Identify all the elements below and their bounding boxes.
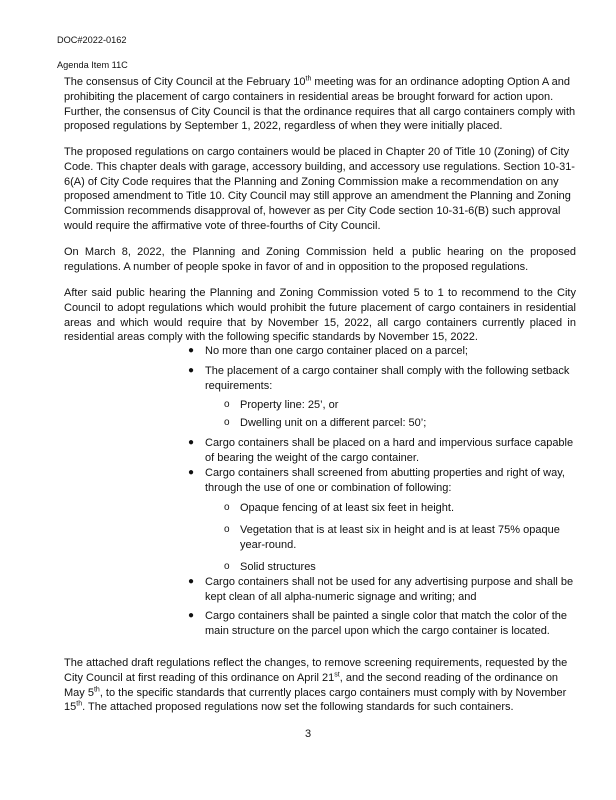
page-number: 3 bbox=[304, 728, 312, 740]
paragraph-attached-draft: The attached draft regulations reflect the changes, to remove screening requirements, requested by the City Council at first reading of this ordinance on April 21st, and the second reading of the ordinance on May 5th, to the specific standards that currently places cargo containers must comply with by November 15th. The attached proposed regulations now set the following standards for such containers. bbox=[64, 657, 568, 714]
list-item: ● Cargo containers shall be placed on a hard and impervious surface capable of bearing the weight of the cargo container. bbox=[188, 437, 574, 464]
bullet-icon: ● bbox=[188, 365, 195, 376]
sub-bullet-icon: o bbox=[224, 399, 230, 410]
list-item: ● No more than one cargo container placed on a parcel; bbox=[188, 345, 468, 357]
bullet-icon: ● bbox=[188, 437, 195, 448]
sub-list-item: o Property line: 25’, or bbox=[224, 399, 339, 411]
sub-list-item: o Solid structures bbox=[224, 561, 316, 573]
sub-bullet-icon: o bbox=[224, 417, 230, 428]
agenda-item: Agenda Item 11C bbox=[57, 60, 128, 70]
bullet-icon: ● bbox=[188, 610, 195, 621]
list-item: ● Cargo containers shall be painted a single color that match the color of the main structure on the parcel upon which the cargo container is located. bbox=[188, 610, 567, 637]
list-item: ● The placement of a cargo container shall comply with the following setback requirements: bbox=[188, 365, 570, 392]
paragraph-public-hearing: On March 8, 2022, the Planning and Zoning Commission held a public hearing on the proposed regulations. A number of people spoke in favor of and in opposition to the proposed regulations. bbox=[64, 246, 576, 273]
paragraph-consensus: The consensus of City Council at the February 10th meeting was for an ordinance adopting Option A and prohibiting the placement of cargo containers in residential areas be brought forward for action upon. Further, the consensus of City Council is that the ordinance requires that all cargo containers comply with proposed regulations by September 1, 2022, regardless of when they were initially placed. bbox=[64, 75, 576, 133]
paragraph-commission-vote: After said public hearing the Planning and Zoning Commission voted 5 to 1 to recommend to the City Council to adopt regulations which would prohibit the future placement of cargo containers in residential areas and which would require that by November 15, 2022, all cargo containers currently placed in residential areas comply with the following specific standards by November 15, 2022. bbox=[64, 287, 576, 344]
list-item: ● Cargo containers shall screened from abutting properties and right of way, through the use of one or combination of following: bbox=[188, 467, 565, 494]
sub-list-item: o Vegetation that is at least six in height and is at least 75% opaque year-round. bbox=[224, 524, 560, 551]
list-item: ● Cargo containers shall not be used for any advertising purpose and shall be kept clean of all alpha-numeric signage and writing; and bbox=[188, 576, 574, 603]
sub-list-item: o Dwelling unit on a different parcel: 50’; bbox=[224, 417, 427, 429]
sub-bullet-icon: o bbox=[224, 524, 230, 535]
sub-bullet-icon: o bbox=[224, 502, 230, 513]
bullet-icon: ● bbox=[188, 467, 195, 478]
bullet-icon: ● bbox=[188, 576, 195, 587]
bullet-icon: ● bbox=[188, 345, 195, 356]
sub-list-item: o Opaque fencing of at least six feet in height. bbox=[224, 502, 455, 514]
paragraph-proposed-regulations: The proposed regulations on cargo containers would be placed in Chapter 20 of Title 10 (Zoning) of City Code. This chapter deals with garage, accessory building, and accessory use regulations. Section 10-31-6(A) of City Code requires that the Planning and Zoning Commission make a recommendation on any proposed amendment to Title 10. City Council may still approve an amendment the Planning and Zoning Commission recommends disapproval of, however as per City Code section 10-31-6(B) such approval would require the affirmative vote of three-fourths of City Council. bbox=[64, 146, 575, 232]
sub-bullet-icon: o bbox=[224, 561, 230, 572]
doc-number: DOC#2022-0162 bbox=[57, 35, 127, 45]
